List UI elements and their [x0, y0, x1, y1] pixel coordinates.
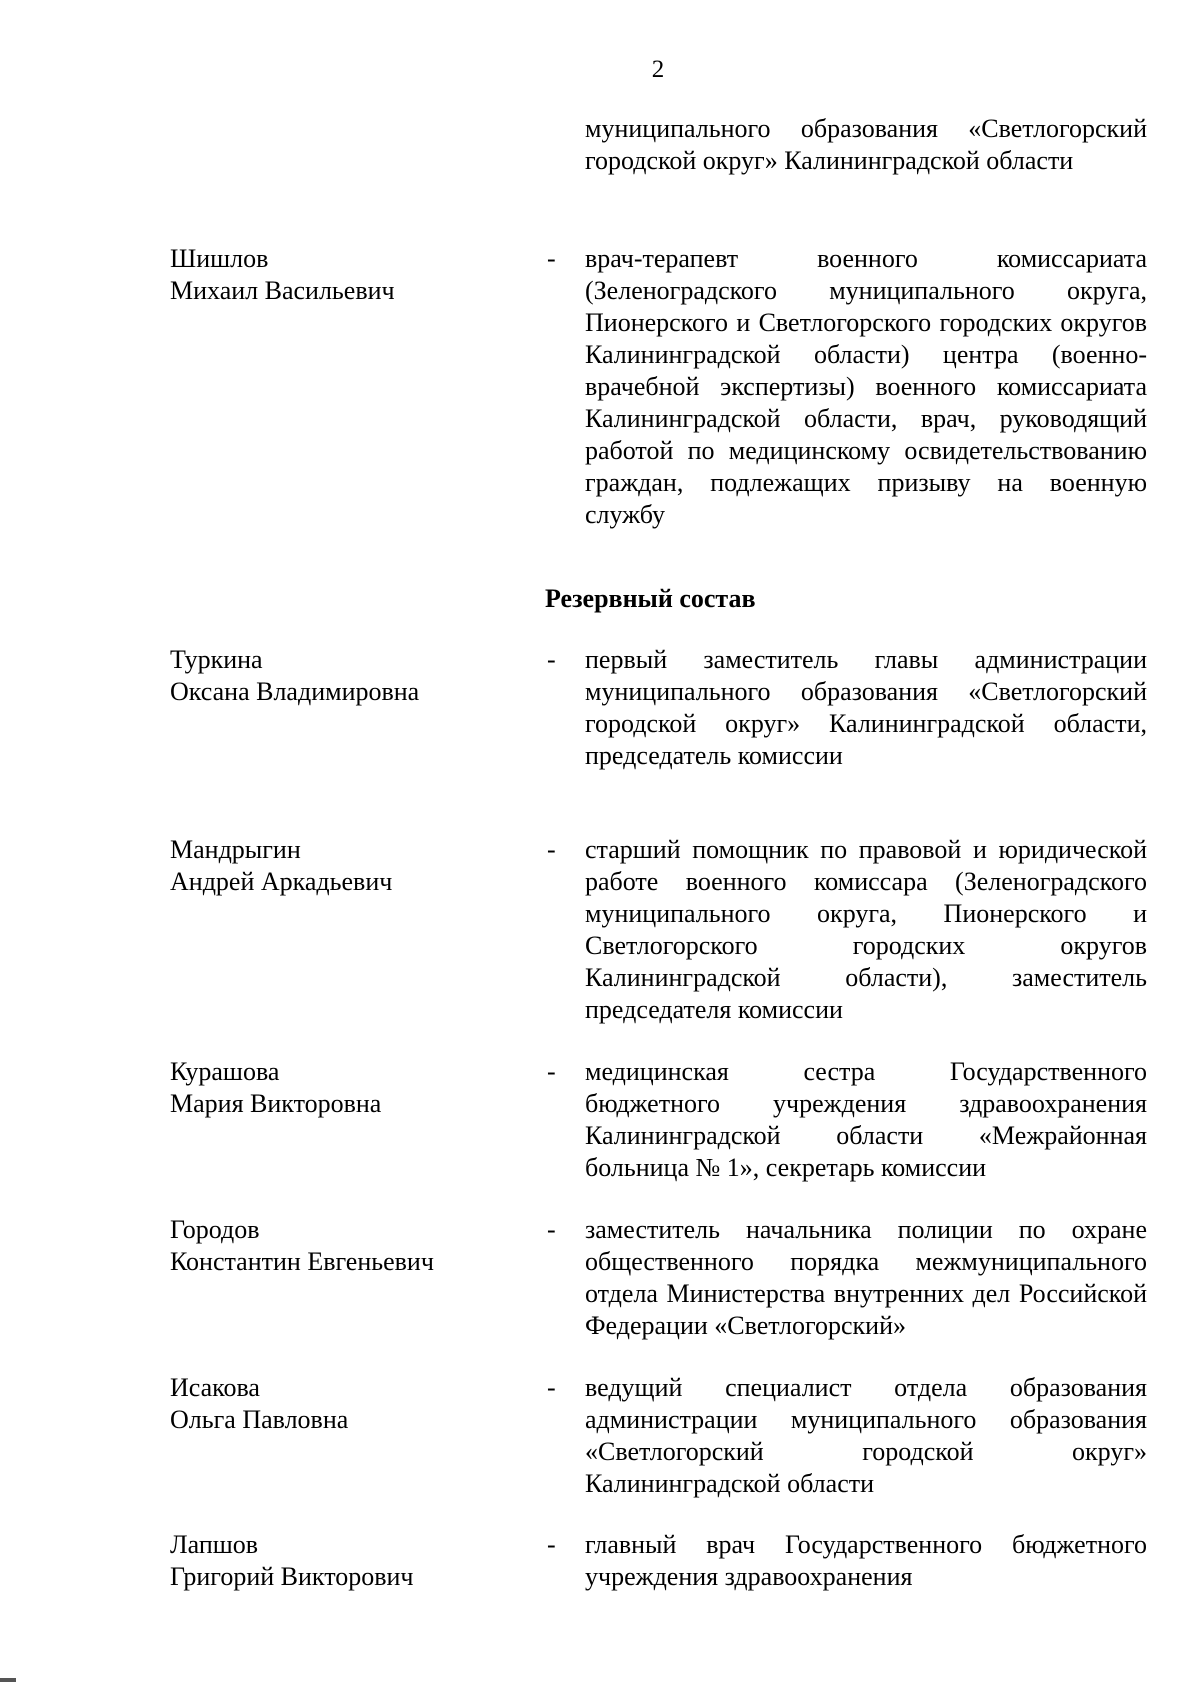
member-description: ведущий специалист отдела образования администрации муниципального образования «Светлогорский городской округ» Калининградской области: [585, 1373, 1147, 1498]
member-name: [170, 1214, 530, 1278]
member-name: [170, 1529, 530, 1593]
dash-separator: -: [547, 1373, 556, 1402]
member-surname: Туркина: [170, 645, 263, 674]
member-given-names: Мария Викторовна: [170, 1089, 382, 1118]
page-number: 2: [651, 56, 665, 83]
member-given-names: Григорий Викторович: [170, 1562, 414, 1591]
member-description: первый заместитель главы администрации муниципального образования «Светлогорский городской округ» Калининградской области, председатель комиссии: [585, 645, 1147, 770]
continuation-text: муниципального образования «Светлогорский городской округ» Калининградской области: [585, 114, 1147, 175]
member-description: медицинская сестра Государственного бюджетного учреждения здравоохранения Калининградской области «Межрайонная больница № 1», секретарь комиссии: [585, 1057, 1147, 1182]
member-given-names: Андрей Аркадьевич: [170, 867, 393, 896]
scan-edge-mark: [0, 1678, 16, 1682]
member-surname: Шишлов: [170, 244, 269, 273]
member-description: старший помощник по правовой и юридической работе военного комиссара (Зеленоградского муниципального округа, Пионерского и Светлогорского городских округов Калининградской области), заместитель председателя комиссии: [585, 835, 1147, 1024]
dash-separator: -: [547, 1057, 556, 1086]
member-name: [170, 644, 530, 708]
dash-separator: -: [547, 835, 556, 864]
member-surname: Курашова: [170, 1057, 280, 1086]
dash-separator: -: [547, 645, 556, 674]
member-given-names: Ольга Павловна: [170, 1405, 349, 1434]
member-surname: Лапшов: [170, 1530, 259, 1559]
dash-separator: -: [547, 244, 556, 273]
member-description: заместитель начальника полиции по охране общественного порядка межмуниципального отдела Министерства внутренних дел Российской Федерации «Светлогорский»: [585, 1215, 1147, 1340]
member-surname: Исакова: [170, 1373, 260, 1402]
dash-separator: -: [547, 1530, 556, 1559]
member-name: [170, 1056, 530, 1120]
member-name: [170, 243, 530, 307]
member-given-names: Михаил Васильевич: [170, 276, 395, 305]
reserve-heading: Резервный состав: [545, 584, 756, 613]
member-surname: Мандрыгин: [170, 835, 301, 864]
member-name: [170, 1372, 530, 1436]
member-given-names: Оксана Владимировна: [170, 677, 420, 706]
member-description: главный врач Государственного бюджетного учреждения здравоохранения: [585, 1530, 1147, 1591]
member-name: [170, 834, 530, 898]
dash-separator: -: [547, 1215, 556, 1244]
member-surname: Городов: [170, 1215, 260, 1244]
member-description: врач-терапевт военного комиссариата (Зеленоградского муниципального округа, Пионерского и Светлогорского городских округов Калининградской области) центра (военно-врачебной экспертизы) военного комиссариата Калининградской области, врач, руководящий работой по медицинскому освидетельствованию граждан, подлежащих призыву на военную службу: [585, 244, 1147, 529]
member-given-names: Константин Евгеньевич: [170, 1247, 434, 1276]
